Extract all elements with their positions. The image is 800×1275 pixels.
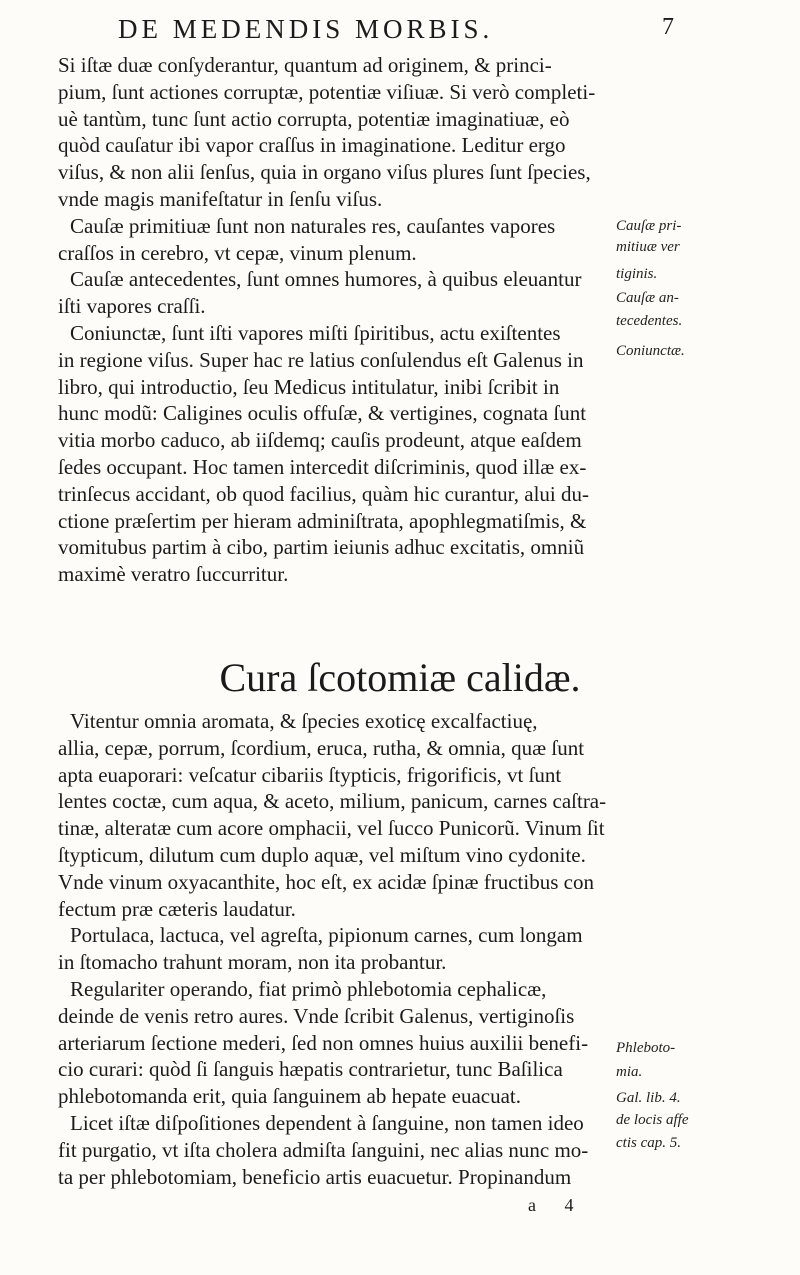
text-line: craſſos in cerebro, vt cepæ, vinum plenum. <box>58 240 417 265</box>
text-line: Si iſtæ duæ conſyderantur, quantum ad originem, & princi- <box>58 53 552 77</box>
text-line: vnde magis manifeſtatur in ſenſu viſus. <box>58 186 383 211</box>
text-line: quòd cauſatur ibi vapor craſſus in imaginatione. Leditur ergo <box>58 133 566 158</box>
text-line: maximè veratro ſuccurritur. <box>58 562 289 587</box>
margin-note: Phleboto- <box>616 1040 676 1056</box>
text-line: Vitentur omnia aromata, & ſpecies exoticę excalfactiuę, <box>70 709 538 733</box>
text-line: Portulaca, lactuca, vel agreſta, pipionum carnes, cum longam <box>70 923 583 948</box>
text-line: in regione viſus. Super hac re latius conſulendus eſt Galenus in <box>58 347 584 372</box>
margin-note: mitiuæ ver <box>616 239 680 255</box>
text-line: Regulariter operando, fiat primò phlebotomia cephalicæ, <box>70 976 547 1001</box>
text-line: ta per phlebotomiam, beneficio artis euacuetur. Propinandum <box>58 1164 572 1189</box>
text-line: allia, cepæ, porrum, ſcordium, eruca, rutha, & omnia, quæ ſunt <box>58 735 585 760</box>
body-text-section <box>58 708 708 1190</box>
signature-mark: a 4 <box>528 1195 586 1215</box>
text-line: ctione præſertim per hieram adminiſtrata, apophlegmatiſmis, & <box>58 508 587 533</box>
text-line: uè tantùm, tunc ſunt actio corrupta, potentiæ imaginatiuæ, eò <box>58 106 570 131</box>
body-text <box>58 52 708 588</box>
text-line: cio curari: quòd ſi ſanguis hæpatis contrarietur, tunc Baſilica <box>58 1057 563 1082</box>
text-line: vitia morbo caduco, ab iiſdemq; cauſis prodeunt, atque eaſdem <box>58 428 582 453</box>
text-line: ſtypticum, dilutum cum duplo aquæ, vel miſtum vino cydonite. <box>58 842 586 867</box>
text-line: apta euaporari: veſcatur cibariis ſtypticis, frigorificis, vt ſunt <box>58 762 562 787</box>
text-line: Cauſæ antecedentes, ſunt omnes humores, à quibus eleuantur <box>70 267 582 292</box>
margin-note: mia. <box>616 1064 643 1080</box>
text-line: viſus, & non alii ſenſus, quia in organo viſus plures ſunt ſpecies, <box>58 160 591 185</box>
text-line: Vnde vinum oxyacanthite, hoc eſt, ex acidæ ſpinæ fructibus con <box>58 869 594 894</box>
running-head <box>118 14 674 50</box>
margin-note: tecedentes. <box>616 313 683 329</box>
text-line: in ſtomacho trahunt moram, non ita probantur. <box>58 950 447 975</box>
text-line: trinſecus accidant, ob quod facilius, quàm hic curantur, alui du- <box>58 481 589 506</box>
text-line: pium, ſunt actiones corruptæ, potentiæ viſiuæ. Si verò completi- <box>58 79 596 104</box>
text-line: phlebotomanda erit, quia ſanguinem ab hepate euacuat. <box>58 1084 521 1109</box>
margin-note: tiginis. <box>616 266 658 282</box>
text-line: Cauſæ primitiuæ ſunt non naturales res, cauſantes vapores <box>70 213 556 238</box>
margin-note: Coniunctæ. <box>616 343 685 359</box>
text-line: vomitubus partim à cibo, partim ieiunis adhuc excitatis, omniũ <box>58 535 585 560</box>
text-line: libro, qui introductio, ſeu Medicus intitulatur, inibi ſcribit in <box>58 374 560 399</box>
text-line: tinæ, alteratæ cum acore omphacii, vel ſucco Punicorũ. Vinum ſit <box>58 816 605 841</box>
section-heading: Cura ſcotomiæ calidæ. <box>219 655 581 700</box>
text-line: iſti vapores craſſi. <box>58 294 206 319</box>
text-line: Coniunctæ, ſunt iſti vapores miſti ſpiritibus, actu exiſtentes <box>70 320 561 345</box>
margin-note: Gal. lib. 4. <box>616 1090 681 1106</box>
margin-note: de locis affe <box>616 1112 689 1128</box>
running-title: DE MEDENDIS MORBIS. <box>118 14 494 44</box>
margin-note: Cauſæ pri- <box>616 218 682 234</box>
text-line: lentes coctæ, cum aqua, & aceto, milium, panicum, carnes caſtra- <box>58 789 607 814</box>
text-line: fit purgatio, vt iſta cholera admiſta ſanguini, nec alias nunc mo- <box>58 1137 589 1162</box>
text-line: arteriarum ſectione mederi, ſed non omnes huius auxilii benefi- <box>58 1030 589 1055</box>
text-line: hunc modũ: Caligines oculis offuſæ, & vertigines, cognata ſunt <box>58 401 587 426</box>
margin-note: Cauſæ an- <box>616 290 679 306</box>
text-line: ſedes occupant. Hoc tamen intercedit diſcriminis, quod illæ ex- <box>58 454 587 479</box>
page-number: 7 <box>662 14 674 40</box>
margin-note: ctis cap. 5. <box>616 1135 681 1151</box>
text-line: Licet iſtæ diſpoſitiones dependent à ſanguine, non tamen ideo <box>70 1110 584 1135</box>
text-line: fectum præ cæteris laudatur. <box>58 896 296 921</box>
text-line: deinde de venis retro aures. Vnde ſcribit Galenus, vertiginoſis <box>58 1003 575 1028</box>
